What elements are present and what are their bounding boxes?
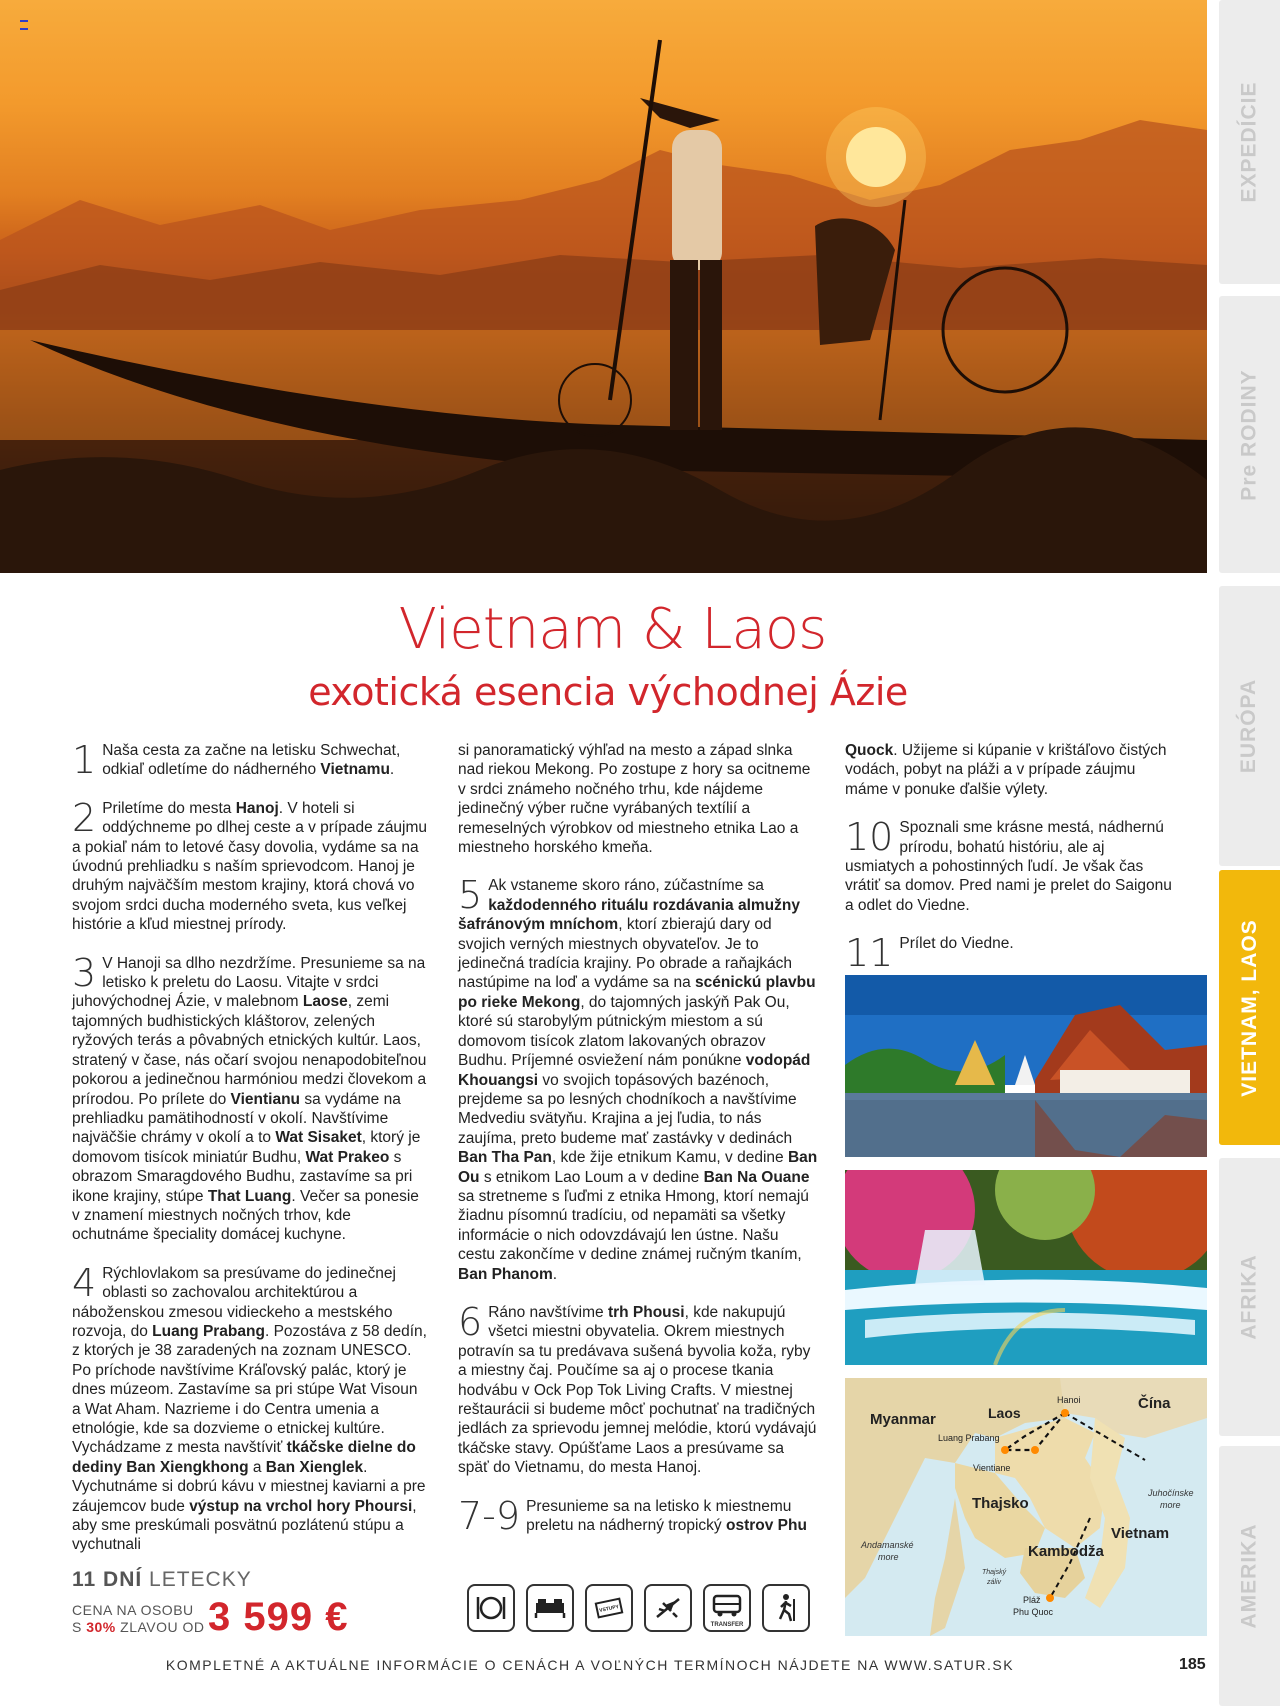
bus-icon (703, 1584, 751, 1632)
svg-text:Andamanské: Andamanské (861, 1540, 914, 1550)
waterfall-photo (845, 1170, 1207, 1365)
duration-type: LETECKY (142, 1568, 252, 1591)
section-tabs (1219, 0, 1280, 1706)
itinerary-day (458, 1299, 818, 1478)
itinerary-day (458, 873, 818, 1284)
itinerary-column-3 (845, 741, 1175, 976)
svg-text:Luang Prabang: Luang Prabang (938, 1433, 1000, 1443)
meals-icon (467, 1584, 515, 1632)
svg-text:more: more (878, 1552, 899, 1562)
ticket-icon (585, 1584, 633, 1632)
day-text: Ráno navštívime trh Phousi, kde nakupujú všetci miestni obyvatelia. Okrem miestnych potravín sa tu predávava sušená byvolia koža, ryby a miestny čaj. Poučíme sa aj o procese tkania hodvábu v Ock Pop Tok Living Crafts. V miestnej reštaurácii si budeme môcť pochutnať na tradičných jedlách za sprievodu jemnej melódie, ktorú vydávajú tkáčske stavy. Opúšťame Laos a presúvame sa späť do Vietnamu, do mesta Hanoj. (458, 1303, 817, 1477)
page-subtitle: exotická esencia východnej Ázie (308, 670, 908, 714)
svg-text:Hanoi: Hanoi (1057, 1395, 1081, 1405)
itinerary-day-continued: si panoramatický výhľad na mesto a západ slnka nad riekou Mekong. Po zostupe z hory sa ocitneme v srdci známeho nočného trhu, kde nájdeme jedinečný výber ručne vyrábaných textílií a remeselných výrobkov od miestneho etnika Lao a miestneho horského kmeňa. (458, 742, 811, 857)
day-text: V Hanoji sa dlho nezdržíme. Presunieme sa na letisko k preletu do Laosu. Vitajte v srdci juhovýchodnej Ázie, v malebnom Laose, zemi tajomných budhistických kláštorov, zelených ryžových terás a pôvabných etnických kultúr. Laos, stratený v čase, nás očarí svojou nenapodobiteľnou pokorou a jedinečnou harmóniou medzi človekom a prírodou. Po prílete do Vientianu sa vydáme na prehliadku pamätihodností v okolí. Navštívime najväčšie chrámy v okolí a to Wat Sisaket, ktorý je domovom tisícok miniatúr Budhu, Wat Prakeo s obrazom Smaragdového Budhu, zastavíme sa pri ikone krajiny, stúpe That Luang. Večer sa ponesie v znamení miestnych nočných trhov, kde ochutnáme špeciality domácej kuchyne. (72, 954, 427, 1244)
day-text: Priletíme do mesta Hanoj. V hoteli si oddýchneme po dlhej ceste a v prípade záujmu a pokiaľ nám to letové časy dovolia, vydáme sa na úvodnú prehliadku s naším sprievodcom. Hanoj je druhým najväčším mestom krajiny, ktorá chová vo svojom srdci ducha moderného sveta, kus veľkej histórie a kľud miestnej prírody. (72, 799, 428, 934)
itinerary-day-continued: Quock. Užijeme si kúpanie v krištáľovo čistých vodách, pobyt na pláži a v prípade záujmu máme v ponuke ďalšie výlety. (845, 742, 1167, 798)
price-label (72, 1602, 205, 1636)
tab-label: EURÓPA (1237, 678, 1261, 774)
day-text: Rýchlovlakom sa presúvame do jedinečnej oblasti so zachovalou architektúrou a náboženskou zmesou vidieckeho a mestského rozvoja, do Luang Prabang. Pozostáva z 58 dedín, z ktorých je 38 zaradených na zoznam UNESCO. Po príchode navštívime Kráľovský palác, ktorý je dnes múzeom. Zastavíme sa pri stúpe Wat Visoun a Wat Aham. Nazrieme i do Centra umenia a etnológie, kde sa dozvieme o etnickej kultúre. Vychádzame z mesta navštíviť tkáčske dielne do dediny Ban Xiengkhong a Ban Xienglek. Vychutnáme si dobrú kávu v miestnej kaviarni a pre záujemcov bude výstup na vrchol hory Phoursi, aby sme preskúmali posvätnú pozlátenú stúpu a vychutnali (72, 1264, 427, 1554)
day-text: Spoznali sme krásne mestá, nádhernú prírodu, bohatú históriu, ale aj usmiatych a pohostinných ľudí. Je však čas vrátiť sa domov. Pred nami je prelet do Saigonu a odlet do Viedne. (845, 819, 1172, 914)
day-text: Ak vstaneme skoro ráno, zúčastníme sa každodenného rituálu rozdávania almužny šafránovým mníchom, ktorí zbierajú dary od svojich verných miestnych obyvateľov. Je to jedinečná tradícia krajiny. Po obrade a raňajkách nastúpime na loď a vydáme sa na scénickú plavbu po rieke Mekong, do tajomných jaskýň Pak Ou, ktoré sú starobylým pútnickým miestom a sú domovom tisícok zlatom lakovaných obrazov Budhu. Príjemné osviežení nám ponúkne vodopád Khouangsi vo svojich topásových bazénoch, prejdeme sa po lesných chodníkoch a navštívime Medvediu svätyňu. Krajina a jej ľudia, to nás zaujíma, preto budeme mať zastávky v dedinách Ban Tha Pan, kde žije etnikum Kamu, v dedine Ban Ou s etnikom Lao Loum a v dedine Ban Na Ouane sa stretneme s ľuďmi z etnika Hmong, ktorí nemajú žiadnu písomnú tradíciu, od nepamäti sa všetky informácie o nich odovzdávajú len ústne. Našu cestu zakončíme v dedine známej ručným tkaním, Ban Phanom. (458, 877, 818, 1283)
itinerary-day (72, 738, 428, 782)
tab-afrika[interactable] (1219, 1158, 1280, 1436)
svg-text:záliv: záliv (987, 1579, 1002, 1586)
svg-text:Vientiane: Vientiane (973, 1463, 1011, 1473)
itinerary-day (845, 815, 1175, 915)
svg-text:Juhočínske: Juhočínske (1148, 1488, 1194, 1498)
day-number: 2 (72, 795, 97, 840)
itinerary-day (72, 795, 428, 935)
footer-info: KOMPLETNÉ A AKTUÁLNE INFORMÁCIE O CENÁCH A VOĽNÝCH TERMÍNOCH NÁJDETE NA WWW.SATUR.SK (165, 1657, 1015, 1673)
page-number: 185 (1179, 1656, 1206, 1673)
trip-duration (72, 1568, 252, 1592)
day-number: 5 (458, 873, 483, 918)
svg-text:Thajský: Thajský (982, 1569, 1007, 1576)
day-number: 7-9 (458, 1493, 521, 1538)
itinerary-day (72, 1260, 428, 1555)
menu-icon (20, 20, 28, 30)
service-icons (467, 1584, 810, 1632)
itinerary-day (458, 1493, 818, 1538)
hiking-icon (762, 1584, 810, 1632)
icon-caption: TRANSFER (710, 1622, 744, 1628)
day-number: 1 (72, 738, 97, 782)
price-label-line1: CENA NA OSOBU (72, 1602, 194, 1618)
flight-icon (644, 1584, 692, 1632)
temple-photo (845, 975, 1207, 1157)
day-number: 3 (72, 950, 97, 995)
hero-illustration (0, 0, 1207, 573)
day-number: 11 (845, 931, 894, 976)
price: 3 599 € (208, 1595, 349, 1639)
tab-amerika[interactable] (1219, 1446, 1280, 1706)
tab-label: EXPEDÍCIE (1237, 81, 1261, 203)
discount-percent: 30% (86, 1619, 116, 1635)
svg-text:more: more (1160, 1500, 1181, 1510)
route-map (845, 1378, 1207, 1636)
tab-label: VIETNAM, LAOS (1237, 918, 1261, 1097)
svg-text:VSTUPY: VSTUPY (598, 1603, 620, 1614)
itinerary-day (845, 931, 1175, 976)
tab-label: AMERIKA (1237, 1523, 1261, 1629)
day-number: 6 (458, 1299, 483, 1344)
price-label-suffix: ZLAVOU OD (115, 1619, 205, 1635)
price-label-prefix: S (72, 1619, 87, 1635)
tab-pre-rodiny[interactable] (1219, 296, 1280, 573)
tab-expedicie[interactable] (1219, 0, 1280, 284)
svg-text:Thajsko: Thajsko (972, 1495, 1029, 1512)
svg-text:Phu Quoc: Phu Quoc (1013, 1607, 1054, 1617)
svg-text:Pláž: Pláž (1023, 1595, 1041, 1605)
svg-text:Kambodža: Kambodža (1028, 1543, 1104, 1560)
day-number: 4 (72, 1260, 97, 1305)
duration-days: 11 DNÍ (72, 1568, 143, 1591)
hero-photo (0, 0, 1207, 573)
itinerary-column-1 (72, 738, 428, 1555)
tab-label: AFRIKA (1237, 1254, 1261, 1340)
svg-text:Čína: Čína (1138, 1395, 1171, 1412)
price-label-line2 (72, 1619, 205, 1636)
day-number: 10 (845, 815, 894, 860)
itinerary-day (72, 950, 428, 1245)
tab-vietnam-laos[interactable] (1219, 870, 1280, 1145)
day-text: Prílet do Viedne. (899, 935, 1014, 953)
day-text: Presunieme sa na letisko k miestnemu preletu na nádherný tropický ostrov Phu (526, 1497, 807, 1535)
svg-text:Vietnam: Vietnam (1111, 1525, 1170, 1542)
svg-text:Laos: Laos (988, 1405, 1021, 1421)
bed-icon (526, 1584, 574, 1632)
day-text: Naša cesta za začne na letisku Schwechat, odkiaľ odletíme do nádherného Vietnamu. (102, 742, 401, 779)
tab-label: Pre RODINY (1237, 368, 1261, 501)
svg-text:Myanmar: Myanmar (870, 1411, 936, 1428)
itinerary-column-2 (458, 741, 818, 1538)
page-title: Vietnam & Laos (398, 597, 827, 662)
